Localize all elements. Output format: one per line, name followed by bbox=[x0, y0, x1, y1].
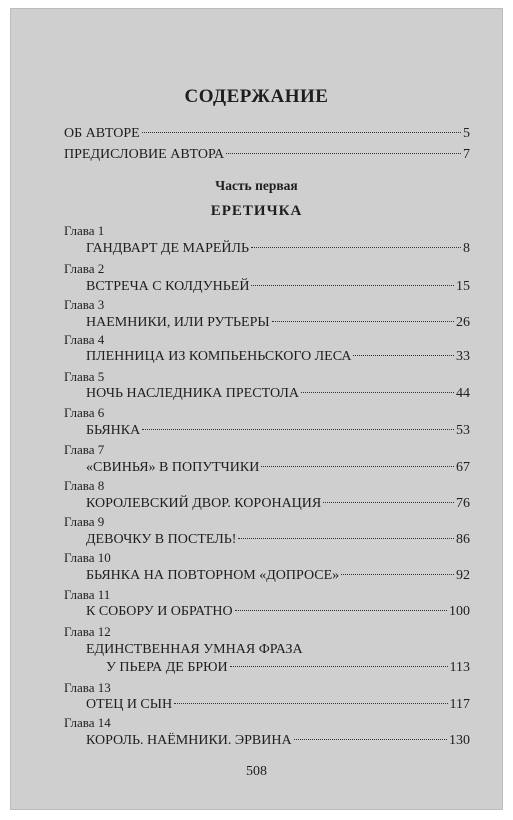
entry-title: ОБ АВТОРЕ bbox=[64, 126, 140, 141]
toc-entry-about-author bbox=[64, 126, 470, 142]
toc-title: СОДЕРЖАНИЕ bbox=[184, 86, 329, 107]
entry-title: ГАНДВАРТ ДЕ МАРЕЙЛЬ bbox=[86, 241, 250, 256]
leader-dots bbox=[251, 247, 461, 248]
chapter-label: Глава 9 bbox=[64, 514, 105, 529]
leader-dots bbox=[261, 466, 454, 467]
chapter-label: Глава 1 bbox=[64, 223, 105, 238]
leader-dots bbox=[230, 666, 448, 667]
toc-entry-chapter bbox=[86, 604, 470, 620]
entry-page: 33 bbox=[456, 349, 470, 364]
entry-title: ПРЕДИСЛОВИЕ АВТОРА bbox=[64, 147, 225, 162]
entry-title: КОРОЛЕВСКИЙ ДВОР. КОРОНАЦИЯ bbox=[86, 496, 322, 511]
entry-title: ВСТРЕЧА С КОЛДУНЬЕЙ bbox=[86, 279, 250, 294]
toc-entry-chapter bbox=[86, 532, 470, 548]
chapter-label: Глава 7 bbox=[64, 442, 105, 457]
part-name: ЕРЕТИЧКА bbox=[210, 203, 303, 219]
entry-page: 76 bbox=[456, 496, 470, 511]
chapter-label: Глава 6 bbox=[64, 405, 105, 420]
entry-title: ПЛЕННИЦА ИЗ КОМПЬЕНЬСКОГО ЛЕСА bbox=[86, 349, 352, 364]
toc-entry-chapter bbox=[86, 697, 470, 713]
chapter-label: Глава 5 bbox=[64, 369, 105, 384]
leader-dots bbox=[142, 132, 461, 133]
entry-page: 113 bbox=[449, 660, 470, 675]
entry-page: 44 bbox=[456, 386, 470, 401]
entry-title: «СВИНЬЯ» В ПОПУТЧИКИ bbox=[86, 460, 260, 475]
entry-title: ДЕВОЧКУ В ПОСТЕЛЬ! bbox=[86, 532, 237, 547]
leader-dots bbox=[238, 538, 454, 539]
page-number: 508 bbox=[246, 764, 267, 779]
entry-title: БЬЯНКА НА ПОВТОРНОМ «ДОПРОСЕ» bbox=[86, 568, 340, 583]
entry-page: 15 bbox=[456, 279, 470, 294]
leader-dots bbox=[301, 392, 454, 393]
toc-entry-chapter bbox=[86, 496, 470, 512]
toc-entry-author-preface bbox=[64, 147, 470, 163]
chapter-label: Глава 4 bbox=[64, 332, 105, 347]
entry-title: К СОБОРУ И ОБРАТНО bbox=[86, 604, 233, 619]
leader-dots bbox=[323, 502, 454, 503]
entry-title: НАЕМНИКИ, ИЛИ РУТЬЕРЫ bbox=[86, 315, 270, 330]
entry-page: 86 bbox=[456, 532, 470, 547]
entry-page: 67 bbox=[456, 460, 470, 475]
leader-dots bbox=[294, 739, 447, 740]
entry-title: КОРОЛЬ. НАЁМНИКИ. ЭРВИНА bbox=[86, 733, 292, 748]
entry-title: ОТЕЦ И СЫН bbox=[86, 697, 173, 712]
chapter-label: Глава 14 bbox=[64, 715, 111, 730]
toc-entry-chapter bbox=[86, 315, 470, 331]
toc-entry-chapter bbox=[86, 568, 470, 584]
leader-dots bbox=[174, 703, 447, 704]
chapter-label: Глава 3 bbox=[64, 297, 105, 312]
chapter-label: Глава 2 bbox=[64, 261, 105, 276]
entry-page: 92 bbox=[456, 568, 470, 583]
leader-dots bbox=[353, 355, 454, 356]
entry-title-line1: ЕДИНСТВЕННАЯ УМНАЯ ФРАЗА bbox=[86, 642, 303, 657]
toc-entry-chapter bbox=[86, 423, 470, 439]
chapter-label: Глава 10 bbox=[64, 550, 111, 565]
entry-page: 8 bbox=[463, 241, 470, 256]
toc-entry-chapter bbox=[86, 733, 470, 749]
leader-dots bbox=[251, 285, 454, 286]
toc-entry-chapter bbox=[86, 460, 470, 476]
chapter-label: Глава 12 bbox=[64, 624, 111, 639]
entry-page: 7 bbox=[463, 147, 470, 162]
part-label: Часть первая bbox=[215, 178, 298, 193]
entry-page: 5 bbox=[463, 126, 470, 141]
chapter-label: Глава 11 bbox=[64, 587, 111, 602]
toc-entry-chapter bbox=[86, 386, 470, 402]
entry-title: У ПЬЕРА ДЕ БРЮИ bbox=[106, 660, 228, 675]
entry-page: 130 bbox=[449, 733, 470, 748]
chapter-label: Глава 8 bbox=[64, 478, 105, 493]
toc-entry-chapter bbox=[86, 349, 470, 365]
chapter-label: Глава 13 bbox=[64, 680, 111, 695]
entry-page: 53 bbox=[456, 423, 470, 438]
entry-title: НОЧЬ НАСЛЕДНИКА ПРЕСТОЛА bbox=[86, 386, 299, 401]
toc-entry-chapter bbox=[86, 241, 470, 257]
toc-entry-chapter bbox=[86, 279, 470, 295]
leader-dots bbox=[235, 610, 447, 611]
entry-title: БЬЯНКА bbox=[86, 423, 141, 438]
leader-dots bbox=[226, 153, 461, 154]
entry-page: 100 bbox=[449, 604, 470, 619]
entry-page: 26 bbox=[456, 315, 470, 330]
leader-dots bbox=[142, 429, 454, 430]
entry-page: 117 bbox=[449, 697, 470, 712]
leader-dots bbox=[341, 574, 454, 575]
leader-dots bbox=[272, 321, 454, 322]
toc-entry-chapter bbox=[106, 660, 470, 676]
